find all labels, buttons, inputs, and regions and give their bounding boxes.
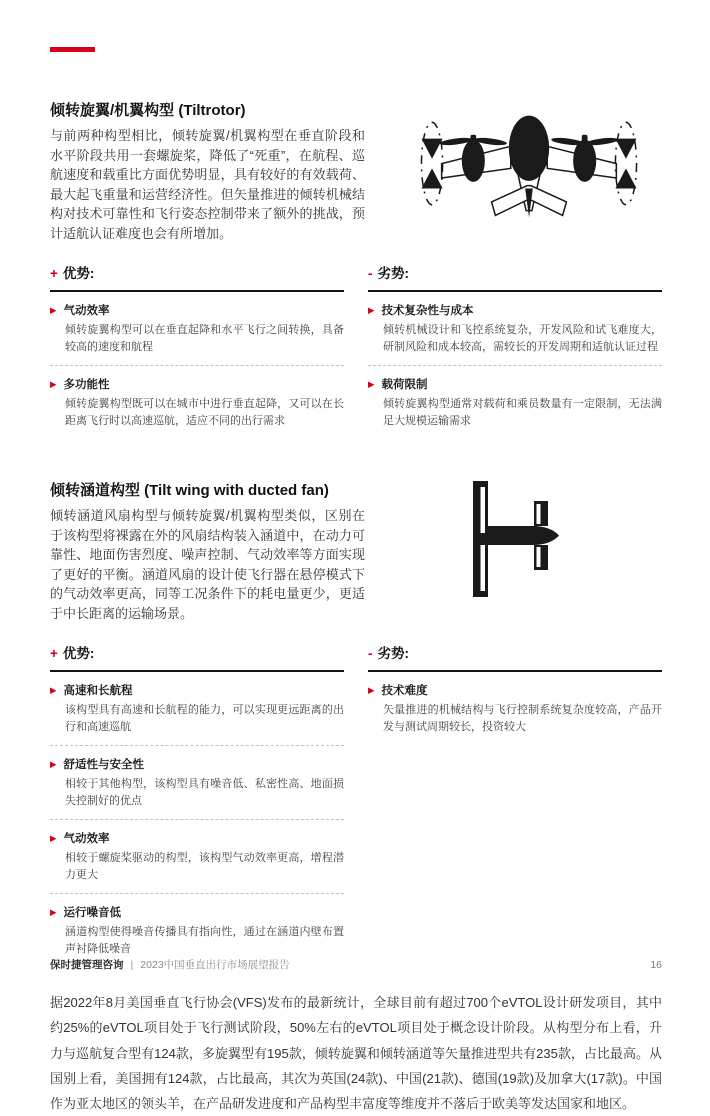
list-item	[50, 745, 344, 819]
item-title: 气动效率	[63, 305, 110, 317]
item-description: 该构型具有高速和长航程的能力，可以实现更远距离的出行和高速巡航	[65, 704, 344, 733]
section-tiltrotor	[50, 99, 662, 439]
bullet-triangle-icon: ▶	[50, 379, 57, 389]
ducted-fan-illustration-box	[365, 479, 662, 623]
section-ducted-fan	[50, 479, 662, 967]
item-title: 舒适性与安全性	[63, 759, 145, 771]
section-body: 倾转涵道风扇构型与倾转旋翼/机翼构型类似，区别在于该构型将裸露在外的风扇结构装入涵道中，在动力可靠性、地面伤害烈度、噪声控制、气动效率等方面实现了更好的平衡。涵道风扇的设计使飞行器在悬停模式下的气动效率更高，同等工况条件下的耗电量更少，更适于中长距离的运输场景。	[50, 508, 365, 621]
item-title: 载荷限制	[381, 379, 428, 391]
bullet-triangle-icon: ▶	[50, 833, 57, 843]
item-description: 倾转旋翼构型通常对载荷和乘员数量有一定限制，无法满足大规模运输需求	[383, 398, 662, 427]
pros-column	[50, 262, 344, 439]
item-title: 多功能性	[63, 379, 110, 391]
item-title: 高速和长航程	[63, 685, 133, 697]
minus-sign: -	[368, 646, 373, 661]
section-ducted-fan-intro-row	[50, 479, 662, 623]
section-tiltrotor-text	[50, 99, 365, 243]
footer-report-title: 2023中国垂直出行市场展望报告	[140, 959, 290, 971]
item-description: 相较于其他构型，该构型具有噪音低、私密性高、地面损失控制好的优点	[65, 778, 344, 807]
footer-brand: 保时捷管理咨询	[50, 959, 124, 971]
bullet-triangle-icon: ▶	[368, 305, 375, 315]
pros-cons-grid-1	[50, 262, 662, 439]
bullet-triangle-icon: ▶	[50, 759, 57, 769]
bullet-triangle-icon: ▶	[368, 379, 375, 389]
item-title: 气动效率	[63, 833, 110, 845]
item-title: 技术复杂性与成本	[381, 305, 474, 317]
ducted-fan-aircraft-top-view-illustration	[470, 479, 562, 601]
plus-sign: +	[50, 646, 58, 661]
item-title: 运行噪音低	[63, 907, 122, 919]
closing-paragraph: 据2022年8月美国垂直飞行协会(VFS)发布的最新统计，全球目前有超过700个eVTOL设计研发项目，其中约25%的eVTOL项目处于飞行测试阶段，50%左右的eVTOL项目处于概念设计阶段。从构型分布上看，升力与巡航复合型有124款，多旋翼型有195款，倾转旋翼和倾转涵道等矢量推进型共有235款，占比最高。从国别上看，美国拥有124款，占比最高，其次为英国(24款)、中国(21款)、德国(19款)及加拿大(17款)。中国作为亚太地区的领头羊，在产品研发进度和产品构型丰富度等维度并不落后于欧美等发达国家和地区。	[50, 995, 662, 1112]
section-tiltrotor-intro-row	[50, 99, 662, 243]
cons-header	[368, 642, 662, 672]
cons-label: 劣势:	[377, 266, 409, 281]
cons-label: 劣势:	[377, 646, 409, 661]
pros-label: 优势:	[62, 266, 95, 281]
top-accent-bar	[50, 47, 95, 52]
item-description: 矢量推进的机械结构与飞行控制系统复杂度较高，产品开发与测试周期较长，投资较大	[383, 704, 662, 733]
tiltrotor-illustration-box	[365, 99, 662, 243]
item-description: 倾转机械设计和飞控系统复杂，开发风险和试飞难度大，研制风险和成本较高，需较长的开发周期和适航认证过程	[383, 324, 662, 353]
item-description: 相较于螺旋桨驱动的构型，该构型气动效率更高，增程潜力更大	[65, 852, 344, 881]
list-item	[50, 292, 344, 365]
bullet-triangle-icon: ▶	[50, 685, 57, 695]
section-title: 倾转旋翼/机翼构型 (Tiltrotor)	[50, 102, 246, 119]
bullet-triangle-icon: ▶	[368, 685, 375, 695]
list-item	[368, 365, 662, 439]
section-ducted-fan-text	[50, 479, 365, 623]
page-footer	[50, 957, 662, 972]
list-item	[50, 893, 344, 967]
pros-column	[50, 642, 344, 967]
minus-sign: -	[368, 266, 373, 281]
section-title: 倾转涵道构型 (Tilt wing with ducted fan)	[50, 482, 329, 499]
bullet-triangle-icon: ▶	[50, 305, 57, 315]
list-item	[368, 672, 662, 745]
pros-cons-grid-2	[50, 642, 662, 967]
section-body: 与前两种构型相比，倾转旋翼/机翼构型在垂直阶段和水平阶段共用一套螺旋桨，降低了“死重”，在航程、巡航速度和载重比方面优势明显，具有较好的有效载荷、最大起飞重量和运营经济性。但矢量推进的倾转机械结构对技术可靠性和飞行姿态控制带来了额外的挑战，预计适航认证难度也会有所增加。	[50, 128, 365, 241]
pros-header	[50, 262, 344, 292]
list-item	[368, 292, 662, 365]
plus-sign: +	[50, 266, 58, 281]
item-description: 涵道构型使得噪音传播具有指向性，通过在涵道内壁布置声衬降低噪音	[65, 926, 344, 955]
footer-divider: |	[130, 958, 134, 971]
pros-label: 优势:	[62, 646, 95, 661]
list-item	[50, 672, 344, 745]
pros-header	[50, 642, 344, 672]
item-description: 倾转旋翼构型既可以在城市中进行垂直起降，又可以在长距离飞行时以高速巡航，适应不同的出行需求	[65, 398, 344, 427]
page-number: 16	[650, 958, 662, 971]
cons-column	[368, 642, 662, 967]
tiltrotor-aircraft-top-view-illustration	[409, 103, 649, 228]
cons-header	[368, 262, 662, 292]
list-item	[50, 365, 344, 439]
list-item	[50, 819, 344, 893]
item-title: 技术难度	[381, 685, 428, 697]
item-description: 倾转旋翼构型可以在垂直起降和水平飞行之间转换，具备较高的速度和航程	[65, 324, 344, 353]
bullet-triangle-icon: ▶	[50, 907, 57, 917]
cons-column	[368, 262, 662, 439]
